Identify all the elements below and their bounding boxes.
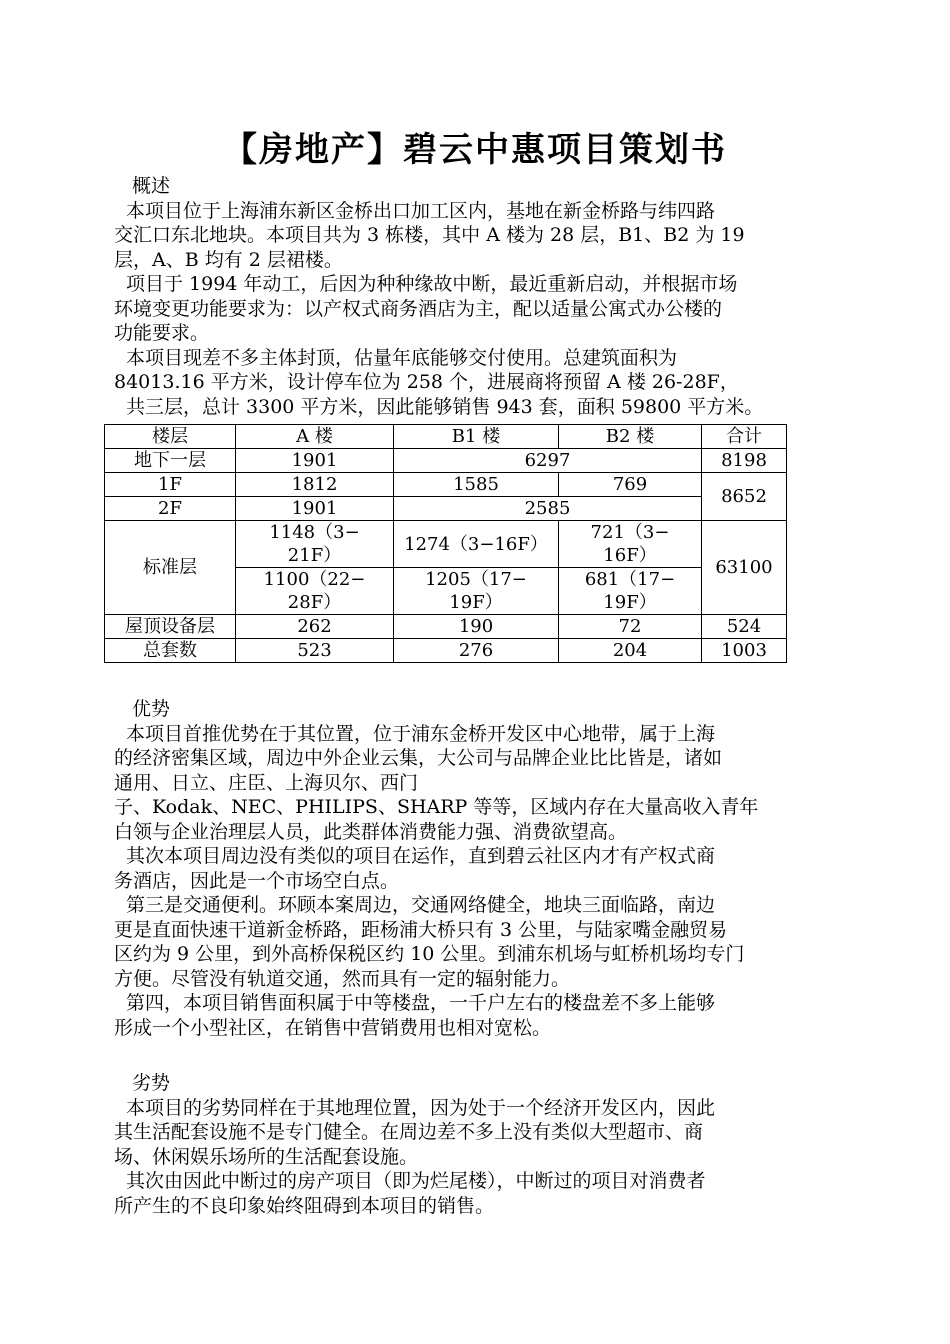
paragraph-line: 项目于 1994 年动工，后因为种种缘故中断，最近重新启动，并根据市场 — [126, 273, 738, 295]
paragraph-line: 的经济密集区域，周边中外企业云集，大公司与品牌企业比比皆是，诸如 — [114, 747, 723, 769]
table-row — [105, 639, 787, 663]
table-cell: 1003 — [702, 639, 787, 663]
table-cell: 63100 — [702, 521, 787, 615]
floor-cell: 1F — [105, 473, 236, 497]
table-cell: 1585 — [394, 473, 559, 497]
floor-cell: 屋顶设备层 — [105, 615, 236, 639]
paragraph-line: 子、Kodak、NEC、PHILIPS、SHARP 等等，区域内存在大量高收入青年 — [114, 796, 759, 818]
paragraph-line: 区约为 9 公里，到外高桥保税区约 10 公里。到浦东机场与虹桥机场均专门 — [114, 943, 745, 965]
cell-line: 28F） — [287, 592, 342, 613]
paragraph-line: 交汇口东北地块。本项目共为 3 栋楼，其中 A 楼为 28 层，B1、B2 为 19 — [114, 224, 745, 246]
table-header-row — [105, 425, 787, 449]
cell-line: 721（3− — [590, 522, 670, 543]
table-cell: 1812 — [236, 473, 394, 497]
paragraph-line: 所产生的不良印象始终阻碍到本项目的销售。 — [114, 1194, 495, 1217]
table-cell: 524 — [702, 615, 787, 639]
table-cell: 523 — [236, 639, 394, 663]
table-cell: 1274（3−16F） — [394, 521, 559, 568]
cell-line: 1148（3− — [269, 522, 360, 543]
paragraph-line: 本项目位于上海浦东新区金桥出口加工区内，基地在新金桥路与纬四路 — [126, 199, 716, 222]
overview-heading: 概述 — [132, 175, 171, 197]
paragraph-line: 其生活配套设施不是专门健全。在周边差不多上没有类似大型超市、商 — [114, 1121, 704, 1143]
header-cell: A 楼 — [236, 425, 394, 449]
paragraph-line: 通用、日立、庄臣、上海贝尔、西门 — [114, 771, 419, 794]
paragraph-line: 功能要求。 — [114, 322, 210, 344]
header-cell: 合计 — [702, 425, 787, 449]
table-cell: 6297 — [394, 449, 702, 473]
paragraph-line: 形成一个小型社区，在销售中营销费用也相对宽松。 — [114, 1016, 552, 1039]
paragraph-line: 白领与企业治理层人员，此类群体消费能力强、消费欲望高。 — [114, 820, 628, 843]
paragraph-line: 其次本项目周边没有类似的项目在运作，直到碧云社区内才有产权式商 — [126, 845, 716, 867]
table-cell — [559, 568, 702, 615]
paragraph-line: 层，A、B 均有 2 层裙楼。 — [114, 248, 343, 271]
weaknesses-section — [114, 1071, 836, 1218]
cell-line: 1100（22− — [263, 569, 366, 590]
table-cell — [559, 521, 702, 568]
cell-line: 16F） — [603, 545, 657, 566]
paragraph-line: 本项目首推优势在于其位置，位于浦东金桥开发区中心地带，属于上海 — [126, 722, 716, 745]
floor-cell: 2F — [105, 497, 236, 521]
paragraph-line: 方便。尽管没有轨道交通，然而具有一定的辐射能力。 — [114, 967, 571, 990]
table-cell: 204 — [559, 639, 702, 663]
table-row — [105, 521, 787, 568]
paragraph-line: 第四，本项目销售面积属于中等楼盘，一千户左右的楼盘差不多上能够 — [126, 992, 716, 1014]
paragraph-line: 本项目的劣势同样在于其地理位置，因为处于一个经济开发区内，因此 — [126, 1096, 716, 1119]
floor-cell: 总套数 — [105, 639, 236, 663]
floor-area-table — [104, 424, 787, 663]
document-title: 【房地产】碧云中惠项目策划书 — [223, 130, 727, 170]
cell-line: 19F） — [449, 592, 503, 613]
cell-line: 19F） — [603, 592, 657, 613]
weaknesses-heading: 劣势 — [132, 1072, 171, 1094]
table-row — [105, 615, 787, 639]
header-cell: B1 楼 — [394, 425, 559, 449]
header-cell: 楼层 — [105, 425, 236, 449]
paragraph-line: 第三是交通便利。环顾本案周边，交通网络健全，地块三面临路，南边 — [126, 894, 716, 916]
paragraph-line: 更是直面快速干道新金桥路，距杨浦大桥只有 3 公里，与陆家嘴金融贸易 — [114, 918, 728, 941]
paragraph-line: 共三层，总计 3300 平方米，因此能够销售 943 套，面积 59800 平方米。 — [126, 395, 764, 418]
table-row — [105, 497, 787, 521]
table-cell: 2585 — [394, 497, 702, 521]
table-cell: 190 — [394, 615, 559, 639]
paragraph-line: 环境变更功能要求为：以产权式商务酒店为主，配以适量公寓式办公楼的 — [114, 297, 723, 320]
table-cell — [394, 568, 559, 615]
table-cell: 262 — [236, 615, 394, 639]
floor-cell: 地下一层 — [105, 449, 236, 473]
cell-line: 1205（17− — [425, 569, 527, 590]
overview-section — [114, 174, 836, 419]
strengths-section — [114, 697, 836, 1040]
table-cell: 72 — [559, 615, 702, 639]
paragraph-line: 务酒店，因此是一个市场空白点。 — [114, 869, 400, 892]
paragraph-line: 场、休闲娱乐场所的生活配套设施。 — [114, 1145, 419, 1168]
paragraph-line: 本项目现差不多主体封顶，估量年底能够交付使用。总建筑面积为 — [126, 346, 678, 369]
table-cell: 276 — [394, 639, 559, 663]
header-cell: B2 楼 — [559, 425, 702, 449]
paragraph-line: 其次由因此中断过的房产项目（即为烂尾楼），中断过的项目对消费者 — [126, 1170, 706, 1192]
table-cell: 769 — [559, 473, 702, 497]
table-cell: 1901 — [236, 449, 394, 473]
table-row — [105, 449, 787, 473]
strengths-heading: 优势 — [132, 698, 171, 720]
table-cell — [236, 568, 394, 615]
table-cell: 8652 — [702, 473, 787, 521]
paragraph-line: 84013.16 平方米，设计停车位为 258 个，进展商将预留 A 楼 26-28F， — [114, 371, 739, 393]
table-cell: 8198 — [702, 449, 787, 473]
table-cell: 1901 — [236, 497, 394, 521]
cell-line: 681（17− — [584, 569, 676, 590]
table-cell — [236, 521, 394, 568]
floor-cell: 标准层 — [105, 521, 236, 615]
cell-line: 21F） — [287, 545, 342, 566]
table-row — [105, 473, 787, 497]
